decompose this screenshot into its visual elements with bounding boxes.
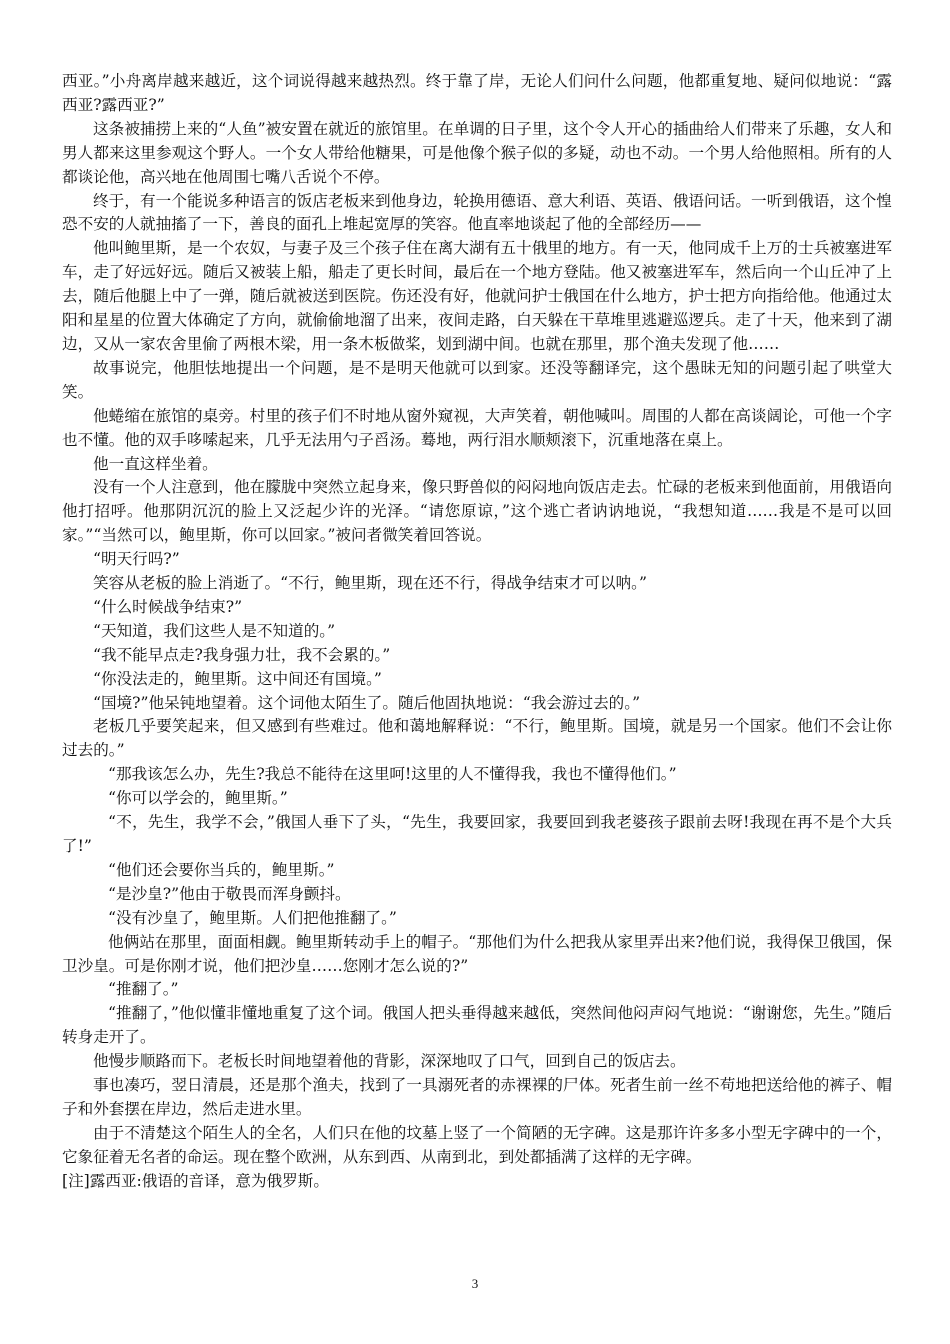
dialogue-line: “你可以学会的，鲍里斯。” <box>108 789 288 808</box>
dialogue-line: “什么时候战争结束?” <box>93 597 243 616</box>
footnote: [注]露西亚:俄语的音译，意为俄罗斯。 <box>62 1171 329 1190</box>
paragraph: 他叫鲍里斯，是一个农奴，与妻子及三个孩子住在离大湖有五十俄里的地方。有一天，他同成千上万的士兵被塞进军车，走了好远好远。随后又被装上船，船走了更长时间，最后在一个地方登陆。他又被塞进军车，然后向一个山丘冲了上去，随后他腿上中了一弹，随后就被送到医院。伤还没有好，他就问护士俄国在什么地方，护士把方向指给他。他通过太阳和星星的位置大体确定了方向，就偷偷地溜了出来，夜间走路，白天躲在干草堆里逃避巡逻兵。走了十天，他来到了湖边，又从一家农舍里偷了两根木梁，用一条木板做桨，划到湖中间。也就在那里，那个渔夫发现了他…… <box>62 239 892 353</box>
dialogue-line: “不，先生，我学不会，”俄国人垂下了头，“先生，我要回家，我要回到我老婆孩子跟前去呀!我现在再不是个大兵了!” <box>62 813 892 855</box>
dialogue-line: “我不能早点走?我身强力壮，我不会累的。” <box>93 645 391 664</box>
paragraph: 他蜷缩在旅馆的桌旁。村里的孩子们不时地从窗外窥视，大声笑着，朝他喊叫。周围的人都在高谈阔论，可他一个字也不懂。他的双手哆嗦起来，几乎无法用勺子舀汤。蓦地，两行泪水顺颊滚下，沉重地落在桌上。 <box>62 406 892 449</box>
paragraph: 事也凑巧，翌日清晨，还是那个渔夫，找到了一具溺死者的赤裸裸的尸体。死者生前一丝不苟地把送给他的裤子、帽子和外套摆在岸边，然后走进水里。 <box>62 1076 892 1118</box>
paragraph: 他一直这样坐着。 <box>93 454 218 473</box>
dialogue-line: “天知道，我们这些人是不知道的。” <box>93 621 336 640</box>
paragraph: 这条被捕捞上来的“人鱼”被安置在就近的旅馆里。在单调的日子里，这个令人开心的插曲给人们带来了乐趣，女人和男人都来这里参观这个野人。一个女人带给他糖果，可是他像个猴子似的多疑，动也不动。一个男人给他照相。所有的人都谈论他，高兴地在他周围七嘴八舌说个不停。 <box>62 119 892 186</box>
paragraph: 他俩站在那里，面面相觑。鲍里斯转动手上的帽子。“那他们为什么把我从家里弄出来?他们说，我得保卫俄国，保卫沙皇。可是你刚才说，他们把沙皇……您刚才怎么说的?” <box>62 932 892 975</box>
dialogue-line: “是沙皇?”他由于敬畏而浑身颤抖。 <box>108 884 351 903</box>
dialogue-line: “推翻了。” <box>108 980 179 999</box>
dialogue-line: “那我该怎么办，先生?我总不能待在这里呵!这里的人不懂得我，我也不懂得他们。” <box>108 765 677 784</box>
paragraph: 他慢步顺路而下。老板长时间地望着他的背影，深深地叹了口气，回到自己的饭店去。 <box>93 1052 686 1071</box>
paragraph: 没有一个人注意到，他在朦胧中突然立起身来，像只野兽似的闷闷地向饭店走去。忙碌的老板来到他面前，用俄语向他打招呼。他那阴沉沉的脸上又泛起少许的光泽。“请您原谅，”这个逃亡者讷讷地说，“我想知道……我是不是可以回家。”“当然可以，鲍里斯，你可以回家。”被问者微笑着回答说。 <box>62 478 892 545</box>
paragraph: 西亚。”小舟离岸越来越近，这个词说得越来越热烈。终于靠了岸，无论人们问什么问题，他都重复地、疑问似地说：“露西亚?露西亚?” <box>62 72 892 114</box>
dialogue-line: “他们还会要你当兵的，鲍里斯。” <box>108 860 335 879</box>
dialogue-line: “没有沙皇了，鲍里斯。人们把他推翻了。” <box>108 908 397 927</box>
dialogue-line: “你没法走的，鲍里斯。这中间还有国境。” <box>93 669 382 688</box>
dialogue-line: “国境?”他呆钝地望着。这个词他太陌生了。随后他固执地说：“我会游过去的。” <box>93 693 641 712</box>
dialogue-line: “明天行吗?” <box>93 550 180 569</box>
document-body <box>62 70 892 1194</box>
paragraph: 笑容从老板的脸上消逝了。“不行，鲍里斯，现在还不行，得战争结束才可以呐。” <box>93 574 647 593</box>
paragraph: 由于不清楚这个陌生人的全名，人们只在他的坟墓上竖了一个简陋的无字碑。这是那许许多多小型无字碑中的一个，它象征着无名者的命运。现在整个欧洲，从东到西、从南到北，到处都插满了这样的无字碑。 <box>62 1123 892 1166</box>
paragraph: 老板几乎要笑起来，但又感到有些难过。他和蔼地解释说：“不行，鲍里斯。国境，就是另一个国家。他们不会让你过去的。” <box>62 717 892 760</box>
page-number: 3 <box>471 1276 479 1291</box>
paragraph: 终于，有一个能说多种语言的饭店老板来到他身边，轮换用德语、意大利语、英语、俄语问话。一听到俄语，这个惶恐不安的人就抽搐了一下，善良的面孔上堆起宽厚的笑容。他直率地谈起了他的全部经历—— <box>62 191 892 234</box>
paragraph: 故事说完，他胆怯地提出一个问题，是不是明天他就可以到家。还没等翻译完，这个愚昧无知的问题引起了哄堂大笑。 <box>62 358 892 401</box>
paragraph: “推翻了，”他似懂非懂地重复了这个词。俄国人把头垂得越来越低，突然间他闷声闷气地说：“谢谢您，先生。”随后转身走开了。 <box>62 1004 892 1047</box>
